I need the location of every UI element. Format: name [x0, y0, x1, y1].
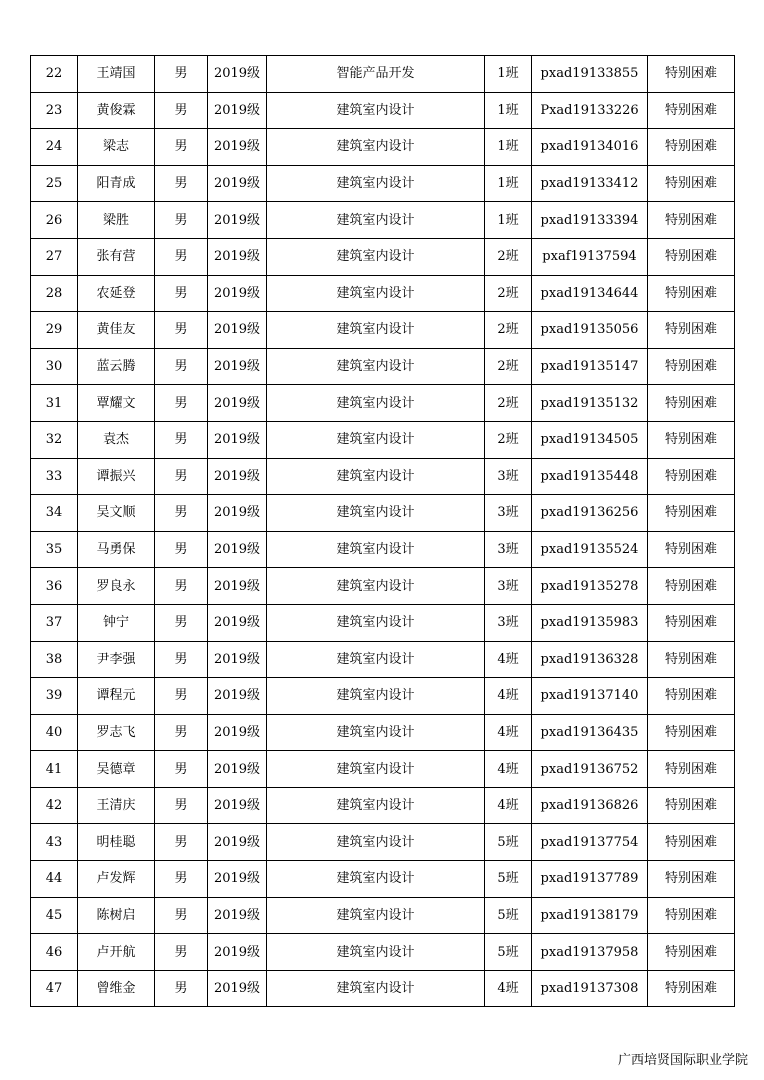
hardship-level-cell: 特别困难: [648, 275, 735, 312]
student-id-cell: pxad19137958: [532, 934, 648, 971]
major-cell: 建筑室内设计: [267, 934, 485, 971]
student-name-cell: 罗良永: [78, 568, 155, 605]
student-name-cell: 曾维金: [78, 970, 155, 1007]
major-cell: 建筑室内设计: [267, 970, 485, 1007]
student-id-cell: pxad19135132: [532, 385, 648, 422]
hardship-level-cell: 特别困难: [648, 970, 735, 1007]
row-number-cell: 43: [31, 824, 78, 861]
student-id-cell: pxad19133394: [532, 202, 648, 239]
table-row: [31, 129, 735, 166]
class-cell: 5班: [485, 897, 532, 934]
row-number-cell: 35: [31, 531, 78, 568]
student-name-cell: 尹李强: [78, 641, 155, 678]
student-name-cell: 王靖国: [78, 56, 155, 93]
gender-cell: 男: [155, 751, 208, 788]
student-name-cell: 王清庆: [78, 787, 155, 824]
table-row: [31, 714, 735, 751]
hardship-level-cell: 特别困难: [648, 312, 735, 349]
row-number-cell: 44: [31, 861, 78, 898]
hardship-level-cell: 特别困难: [648, 385, 735, 422]
grade-year-cell: 2019级: [208, 531, 267, 568]
student-name-cell: 梁胜: [78, 202, 155, 239]
major-cell: 建筑室内设计: [267, 787, 485, 824]
student-name-cell: 袁杰: [78, 421, 155, 458]
student-name-cell: 黄佳友: [78, 312, 155, 349]
gender-cell: 男: [155, 678, 208, 715]
hardship-level-cell: 特别困难: [648, 641, 735, 678]
row-number-cell: 25: [31, 165, 78, 202]
hardship-level-cell: 特别困难: [648, 861, 735, 898]
row-number-cell: 32: [31, 421, 78, 458]
student-name-cell: 钟宁: [78, 604, 155, 641]
class-cell: 2班: [485, 385, 532, 422]
row-number-cell: 45: [31, 897, 78, 934]
grade-year-cell: 2019级: [208, 275, 267, 312]
grade-year-cell: 2019级: [208, 92, 267, 129]
major-cell: 建筑室内设计: [267, 531, 485, 568]
grade-year-cell: 2019级: [208, 348, 267, 385]
row-number-cell: 28: [31, 275, 78, 312]
table-row: [31, 202, 735, 239]
row-number-cell: 41: [31, 751, 78, 788]
hardship-level-cell: 特别困难: [648, 678, 735, 715]
gender-cell: 男: [155, 531, 208, 568]
grade-year-cell: 2019级: [208, 458, 267, 495]
grade-year-cell: 2019级: [208, 129, 267, 166]
class-cell: 2班: [485, 348, 532, 385]
hardship-level-cell: 特别困难: [648, 165, 735, 202]
major-cell: 建筑室内设计: [267, 421, 485, 458]
grade-year-cell: 2019级: [208, 238, 267, 275]
major-cell: 建筑室内设计: [267, 678, 485, 715]
gender-cell: 男: [155, 787, 208, 824]
student-name-cell: 谭振兴: [78, 458, 155, 495]
table-row: [31, 568, 735, 605]
gender-cell: 男: [155, 495, 208, 532]
hardship-level-cell: 特别困难: [648, 238, 735, 275]
student-name-cell: 马勇保: [78, 531, 155, 568]
gender-cell: 男: [155, 897, 208, 934]
class-cell: 2班: [485, 238, 532, 275]
student-name-cell: 陈树启: [78, 897, 155, 934]
class-cell: 5班: [485, 861, 532, 898]
table-row: [31, 861, 735, 898]
student-id-cell: pxad19136752: [532, 751, 648, 788]
class-cell: 1班: [485, 202, 532, 239]
gender-cell: 男: [155, 641, 208, 678]
grade-year-cell: 2019级: [208, 312, 267, 349]
gender-cell: 男: [155, 970, 208, 1007]
table-row: [31, 824, 735, 861]
student-name-cell: 罗志飞: [78, 714, 155, 751]
row-number-cell: 40: [31, 714, 78, 751]
table-row: [31, 312, 735, 349]
class-cell: 1班: [485, 56, 532, 93]
row-number-cell: 36: [31, 568, 78, 605]
grade-year-cell: 2019级: [208, 824, 267, 861]
hardship-level-cell: 特别困难: [648, 495, 735, 532]
student-id-cell: pxad19135056: [532, 312, 648, 349]
hardship-level-cell: 特别困难: [648, 348, 735, 385]
major-cell: 建筑室内设计: [267, 129, 485, 166]
gender-cell: 男: [155, 348, 208, 385]
table-row: [31, 641, 735, 678]
student-id-cell: pxaf19137594: [532, 238, 648, 275]
gender-cell: 男: [155, 92, 208, 129]
gender-cell: 男: [155, 238, 208, 275]
row-number-cell: 26: [31, 202, 78, 239]
class-cell: 4班: [485, 970, 532, 1007]
row-number-cell: 37: [31, 604, 78, 641]
hardship-level-cell: 特别困难: [648, 458, 735, 495]
class-cell: 5班: [485, 824, 532, 861]
hardship-level-cell: 特别困难: [648, 897, 735, 934]
grade-year-cell: 2019级: [208, 970, 267, 1007]
grade-year-cell: 2019级: [208, 714, 267, 751]
student-id-cell: pxad19134505: [532, 421, 648, 458]
grade-year-cell: 2019级: [208, 604, 267, 641]
table-row: [31, 348, 735, 385]
major-cell: 建筑室内设计: [267, 312, 485, 349]
student-name-cell: 卢发辉: [78, 861, 155, 898]
student-id-cell: pxad19136435: [532, 714, 648, 751]
table-row: [31, 531, 735, 568]
row-number-cell: 39: [31, 678, 78, 715]
student-name-cell: 梁志: [78, 129, 155, 166]
gender-cell: 男: [155, 934, 208, 971]
table-row: [31, 970, 735, 1007]
table-row: [31, 458, 735, 495]
row-number-cell: 29: [31, 312, 78, 349]
major-cell: 建筑室内设计: [267, 641, 485, 678]
gender-cell: 男: [155, 861, 208, 898]
gender-cell: 男: [155, 421, 208, 458]
class-cell: 2班: [485, 312, 532, 349]
row-number-cell: 22: [31, 56, 78, 93]
class-cell: 3班: [485, 458, 532, 495]
major-cell: 建筑室内设计: [267, 238, 485, 275]
table-row: [31, 934, 735, 971]
class-cell: 4班: [485, 787, 532, 824]
hardship-level-cell: 特别困难: [648, 787, 735, 824]
gender-cell: 男: [155, 824, 208, 861]
gender-cell: 男: [155, 312, 208, 349]
major-cell: 建筑室内设计: [267, 202, 485, 239]
table-row: [31, 678, 735, 715]
grade-year-cell: 2019级: [208, 787, 267, 824]
student-name-cell: 吴德章: [78, 751, 155, 788]
grade-year-cell: 2019级: [208, 641, 267, 678]
grade-year-cell: 2019级: [208, 897, 267, 934]
student-name-cell: 明桂聪: [78, 824, 155, 861]
table-row: [31, 275, 735, 312]
gender-cell: 男: [155, 202, 208, 239]
major-cell: 建筑室内设计: [267, 568, 485, 605]
class-cell: 3班: [485, 604, 532, 641]
hardship-level-cell: 特别困难: [648, 56, 735, 93]
hardship-level-cell: 特别困难: [648, 531, 735, 568]
major-cell: 建筑室内设计: [267, 897, 485, 934]
major-cell: 建筑室内设计: [267, 604, 485, 641]
student-id-cell: pxad19135278: [532, 568, 648, 605]
major-cell: 建筑室内设计: [267, 824, 485, 861]
class-cell: 3班: [485, 495, 532, 532]
student-id-cell: pxad19135983: [532, 604, 648, 641]
grade-year-cell: 2019级: [208, 385, 267, 422]
hardship-level-cell: 特别困难: [648, 934, 735, 971]
student-id-cell: pxad19137140: [532, 678, 648, 715]
hardship-level-cell: 特别困难: [648, 604, 735, 641]
grade-year-cell: 2019级: [208, 568, 267, 605]
class-cell: 2班: [485, 421, 532, 458]
class-cell: 5班: [485, 934, 532, 971]
hardship-level-cell: 特别困难: [648, 129, 735, 166]
row-number-cell: 46: [31, 934, 78, 971]
grade-year-cell: 2019级: [208, 202, 267, 239]
hardship-level-cell: 特别困难: [648, 568, 735, 605]
hardship-level-cell: 特别困难: [648, 824, 735, 861]
student-name-cell: 黄俊霖: [78, 92, 155, 129]
major-cell: 智能产品开发: [267, 56, 485, 93]
table-row: [31, 385, 735, 422]
major-cell: 建筑室内设计: [267, 458, 485, 495]
major-cell: 建筑室内设计: [267, 861, 485, 898]
student-id-cell: pxad19134644: [532, 275, 648, 312]
class-cell: 4班: [485, 641, 532, 678]
table-row: [31, 56, 735, 93]
roster-body: [31, 56, 735, 1007]
class-cell: 4班: [485, 678, 532, 715]
hardship-level-cell: 特别困难: [648, 421, 735, 458]
student-name-cell: 阳青成: [78, 165, 155, 202]
row-number-cell: 30: [31, 348, 78, 385]
class-cell: 1班: [485, 165, 532, 202]
row-number-cell: 38: [31, 641, 78, 678]
major-cell: 建筑室内设计: [267, 385, 485, 422]
major-cell: 建筑室内设计: [267, 751, 485, 788]
gender-cell: 男: [155, 458, 208, 495]
table-row: [31, 238, 735, 275]
table-row: [31, 751, 735, 788]
grade-year-cell: 2019级: [208, 165, 267, 202]
gender-cell: 男: [155, 714, 208, 751]
student-name-cell: 谭程元: [78, 678, 155, 715]
student-name-cell: 农延登: [78, 275, 155, 312]
footer-institution-name: 广西培贤国际职业学院: [617, 1053, 748, 1068]
gender-cell: 男: [155, 56, 208, 93]
gender-cell: 男: [155, 275, 208, 312]
row-number-cell: 33: [31, 458, 78, 495]
gender-cell: 男: [155, 604, 208, 641]
major-cell: 建筑室内设计: [267, 348, 485, 385]
table-row: [31, 787, 735, 824]
table-row: [31, 604, 735, 641]
student-id-cell: pxad19136826: [532, 787, 648, 824]
student-id-cell: Pxad19133226: [532, 92, 648, 129]
student-id-cell: pxad19134016: [532, 129, 648, 166]
class-cell: 1班: [485, 92, 532, 129]
grade-year-cell: 2019级: [208, 56, 267, 93]
student-id-cell: pxad19136256: [532, 495, 648, 532]
major-cell: 建筑室内设计: [267, 714, 485, 751]
class-cell: 1班: [485, 129, 532, 166]
grade-year-cell: 2019级: [208, 421, 267, 458]
gender-cell: 男: [155, 129, 208, 166]
class-cell: 4班: [485, 714, 532, 751]
class-cell: 2班: [485, 275, 532, 312]
student-id-cell: pxad19137789: [532, 861, 648, 898]
major-cell: 建筑室内设计: [267, 275, 485, 312]
student-roster-table: [30, 55, 735, 1007]
grade-year-cell: 2019级: [208, 934, 267, 971]
row-number-cell: 47: [31, 970, 78, 1007]
table-row: [31, 897, 735, 934]
grade-year-cell: 2019级: [208, 678, 267, 715]
student-id-cell: pxad19135147: [532, 348, 648, 385]
student-name-cell: 吴文顺: [78, 495, 155, 532]
class-cell: 3班: [485, 568, 532, 605]
major-cell: 建筑室内设计: [267, 92, 485, 129]
hardship-level-cell: 特别困难: [648, 202, 735, 239]
class-cell: 4班: [485, 751, 532, 788]
student-name-cell: 张有营: [78, 238, 155, 275]
hardship-level-cell: 特别困难: [648, 751, 735, 788]
student-id-cell: pxad19136328: [532, 641, 648, 678]
row-number-cell: 31: [31, 385, 78, 422]
major-cell: 建筑室内设计: [267, 495, 485, 532]
student-id-cell: pxad19135524: [532, 531, 648, 568]
student-id-cell: pxad19133412: [532, 165, 648, 202]
table-row: [31, 92, 735, 129]
major-cell: 建筑室内设计: [267, 165, 485, 202]
student-id-cell: pxad19133855: [532, 56, 648, 93]
row-number-cell: 42: [31, 787, 78, 824]
gender-cell: 男: [155, 165, 208, 202]
student-id-cell: pxad19135448: [532, 458, 648, 495]
student-name-cell: 卢开航: [78, 934, 155, 971]
class-cell: 3班: [485, 531, 532, 568]
grade-year-cell: 2019级: [208, 495, 267, 532]
student-name-cell: 蓝云腾: [78, 348, 155, 385]
table-row: [31, 495, 735, 532]
grade-year-cell: 2019级: [208, 861, 267, 898]
grade-year-cell: 2019级: [208, 751, 267, 788]
hardship-level-cell: 特别困难: [648, 714, 735, 751]
gender-cell: 男: [155, 568, 208, 605]
table-row: [31, 421, 735, 458]
student-id-cell: pxad19137754: [532, 824, 648, 861]
student-id-cell: pxad19137308: [532, 970, 648, 1007]
gender-cell: 男: [155, 385, 208, 422]
student-name-cell: 覃耀文: [78, 385, 155, 422]
row-number-cell: 27: [31, 238, 78, 275]
table-row: [31, 165, 735, 202]
student-id-cell: pxad19138179: [532, 897, 648, 934]
row-number-cell: 24: [31, 129, 78, 166]
row-number-cell: 23: [31, 92, 78, 129]
row-number-cell: 34: [31, 495, 78, 532]
hardship-level-cell: 特别困难: [648, 92, 735, 129]
